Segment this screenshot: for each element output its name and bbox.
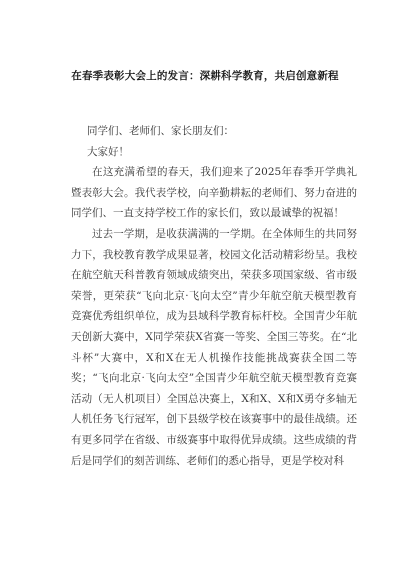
document-title: 在春季表彰大会上的发言：深耕科学教育，共启创意新程	[71, 70, 339, 82]
paragraph-2: 过去一学期，是收获满满的一学期。在全体师生的共同努力下，我校教育教学成果显著，校园文化活动精彩纷呈。我校在航空航天科普教育领域成绩突出，荣获多项国家级、省市级荣誉，更荣获“飞向北京·飞向太空”青少年航空航天模型教育竞赛优秀组织单位，成为县域科学教育标杆校。全国青少年航天创新大赛中，X同学荣获X省赛一等奖、全国三等奖。在“北斗杯”大赛中，X和X在无人机操作技能挑战赛获全国二等奖；“飞向北京·飞向太空”全国青少年航空航天模型教育竞赛活动（无人机项目）全国总决赛上，X和X、X和X勇夺多轴无人机任务飞行冠军，创下县级学校在该赛事中的最佳战绩。还有更多同学在省级、市级赛事中取得优异成绩。这些成绩的背后是同学们的刻苦训练、老师们的悉心指导，更是学校对科	[71, 227, 357, 467]
document-body	[71, 121, 357, 471]
greeting: 大家好！	[87, 145, 129, 158]
paragraph-1: 在这充满希望的春天，我们迎来了2025年春季开学典礼暨表彰大会。我代表学校，向辛勤耕耘的老师们、努力奋进的同学们、一直支持学校工作的家长们，致以最诚挚的祝福！	[71, 166, 357, 220]
salutation: 同学们、老师们、家长朋友们：	[87, 125, 234, 137]
